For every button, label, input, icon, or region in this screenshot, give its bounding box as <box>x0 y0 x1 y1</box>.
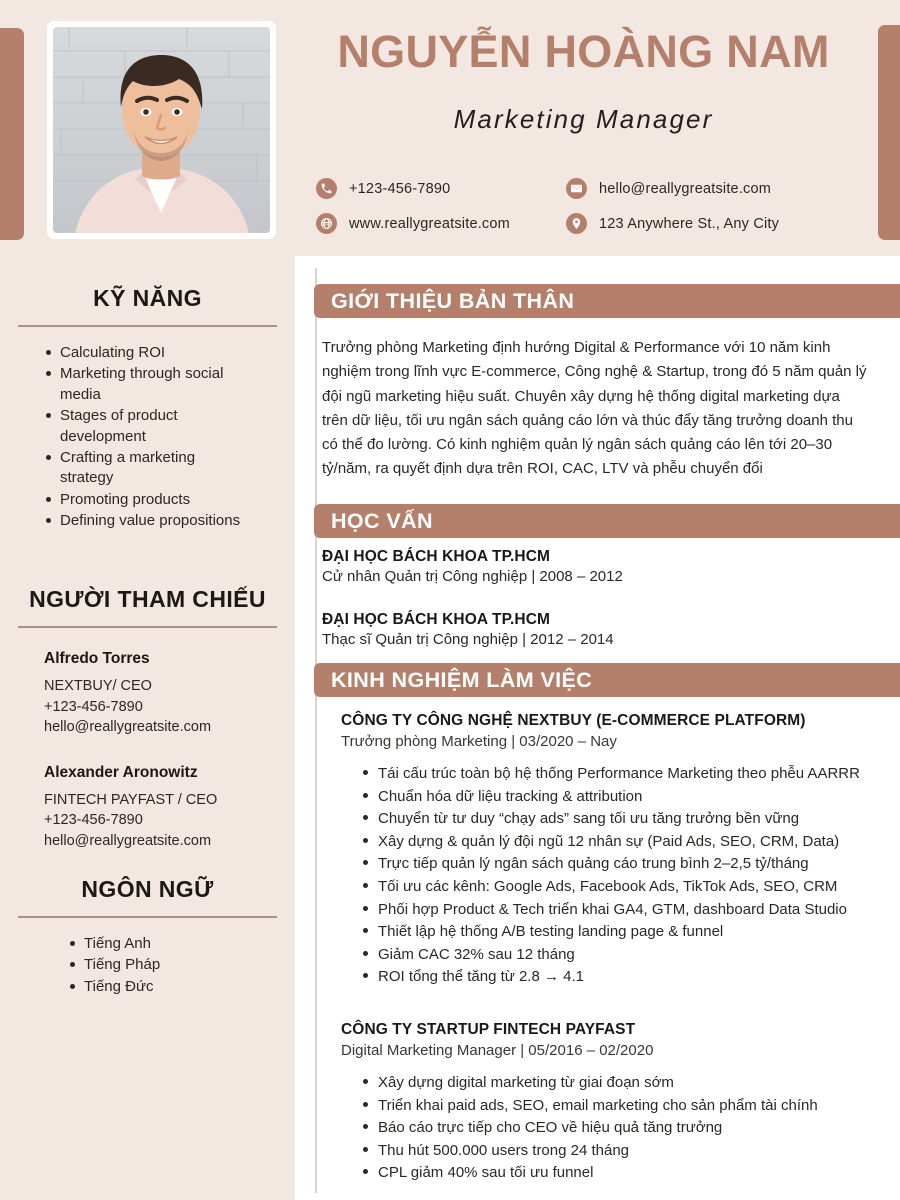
list-item: Phối hợp Product & Tech triển khai GA4, GTM, dashboard Data Studio <box>363 899 871 921</box>
list-item: Stages of product development <box>46 406 251 447</box>
education-school: ĐẠI HỌC BÁCH KHOA TP.HCM <box>322 611 551 628</box>
list-item: Tối ưu các kênh: Google Ads, Facebook Ads, TikTok Ads, SEO, CRM <box>363 876 871 898</box>
education-item <box>322 548 867 585</box>
references-heading: NGƯỜI THAM CHIẾU <box>29 586 266 612</box>
globe-icon <box>316 213 337 234</box>
education-heading: HỌC VẤN <box>331 508 433 533</box>
reference-email: hello@reallygreatsite.com <box>44 832 212 849</box>
contact-list <box>316 178 856 234</box>
sidebar-section-skills <box>0 285 295 533</box>
section-header-education <box>314 504 900 538</box>
reference-phone: +123-456-7890 <box>44 812 143 829</box>
reference-company: NEXTBUY/ CEO <box>44 678 152 694</box>
list-item: Promoting products <box>46 490 251 510</box>
list-item: Calculating ROI <box>46 343 251 363</box>
list-item: Trực tiếp quản lý ngân sách quảng cáo trung bình 2–2,5 tỷ/tháng <box>363 853 871 875</box>
page-title: NGUYỄN HOÀNG NAM <box>337 26 830 77</box>
job-bullet-list <box>363 1072 871 1184</box>
contact-website-text: www.reallygreatsite.com <box>349 215 510 232</box>
experience-item <box>341 712 871 989</box>
list-item: Tiếng Đức <box>70 977 275 997</box>
job-role: Trưởng phòng Marketing | 03/2020 – Nay <box>341 733 617 750</box>
skills-heading: KỸ NĂNG <box>93 285 202 311</box>
list-item: Tiếng Pháp <box>70 955 275 975</box>
list-item: Defining value propositions <box>46 511 251 531</box>
languages-list <box>70 934 295 997</box>
reference-item <box>44 650 295 738</box>
contact-email-text: hello@reallygreatsite.com <box>599 180 772 197</box>
contact-website[interactable] <box>316 213 566 234</box>
job-company: CÔNG TY CÔNG NGHỆ NEXTBUY (E-COMMERCE PLATFORM) <box>341 712 806 729</box>
list-item: Chuẩn hóa dữ liệu tracking & attribution <box>363 786 871 808</box>
location-icon <box>566 213 587 234</box>
contact-address[interactable] <box>566 213 856 234</box>
email-icon <box>566 178 587 199</box>
education-school: ĐẠI HỌC BÁCH KHOA TP.HCM <box>322 548 551 565</box>
vertical-divider <box>315 268 317 1193</box>
reference-name: Alfredo Torres <box>44 650 150 667</box>
contact-phone-text: +123-456-7890 <box>349 180 451 197</box>
contact-phone[interactable] <box>316 178 566 199</box>
sidebar-section-languages <box>0 876 295 998</box>
list-item: Giảm CAC 32% sau 12 tháng <box>363 944 871 966</box>
contact-email[interactable] <box>566 178 856 199</box>
languages-heading: NGÔN NGỮ <box>81 876 214 902</box>
skills-divider <box>18 325 277 327</box>
accent-bar-right <box>878 25 900 240</box>
list-item: Crafting a marketing strategy <box>46 448 251 489</box>
list-item: Thu hút 500.000 users trong 24 tháng <box>363 1140 871 1162</box>
reference-company: FINTECH PAYFAST / CEO <box>44 791 218 808</box>
list-item: Xây dựng digital marketing từ giai đoạn sớm <box>363 1072 871 1094</box>
sidebar-section-references <box>0 586 295 851</box>
experience-heading: KINH NGHIỆM LÀM VIỆC <box>331 667 593 692</box>
profile-photo-frame <box>47 21 276 239</box>
references-divider <box>18 626 277 628</box>
list-item: Chuyển từ tư duy “chạy ads” sang tối ưu tăng trưởng bền vững <box>363 808 871 830</box>
reference-item <box>44 764 295 852</box>
list-item: Xây dựng & quản lý đội ngũ 12 nhân sự (Paid Ads, SEO, CRM, Data) <box>363 831 871 853</box>
section-header-experience <box>314 663 900 697</box>
job-role: Digital Marketing Manager | 05/2016 – 02/2020 <box>341 1042 654 1059</box>
contact-address-text: 123 Anywhere St., Any City <box>599 215 780 232</box>
education-detail: Thạc sĩ Quản trị Công nghiệp | 2012 – 2014 <box>322 631 614 648</box>
job-bullet-list <box>363 763 871 988</box>
languages-divider <box>18 916 277 918</box>
reference-name: Alexander Aronowitz <box>44 763 198 781</box>
education-detail: Cử nhân Quản trị Công nghiệp | 2008 – 2012 <box>322 568 623 585</box>
job-company: CÔNG TY STARTUP FINTECH PAYFAST <box>341 1021 636 1038</box>
profile-photo <box>53 27 270 233</box>
list-item: Tiếng Anh <box>70 934 275 954</box>
experience-item <box>341 1021 871 1185</box>
reference-phone: +123-456-7890 <box>44 698 143 715</box>
summary-text: Trưởng phòng Marketing định hướng Digital & Performance với 10 năm kinh nghiệm trong lĩnh vực E-commerce, Công nghệ & Startup, trong đó 5 năm quản lý đội ngũ marketing hiệu suất. Chuyên xây dựng hệ thống digital marketing dựa trên dữ liệu, tối ưu ngân sách quảng cáo lớn và thúc đẩy tăng trưởng doanh thu có thể đo lường. Có kinh nghiệm quản lý ngân sách quảng cáo lên tới 20–30 tỷ/năm, ra quyết định dựa trên ROI, CAC, LTV và phễu chuyển đổi <box>322 339 867 478</box>
skills-list <box>46 343 295 532</box>
list-item: Báo cáo trực tiếp cho CEO về hiệu quả tăng trưởng <box>363 1117 871 1139</box>
reference-email: hello@reallygreatsite.com <box>44 719 212 736</box>
list-item: Tái cấu trúc toàn bộ hệ thống Performance Marketing theo phễu AARRR <box>363 763 871 785</box>
list-item: CPL giảm 40% sau tối ưu funnel <box>363 1162 871 1184</box>
phone-icon <box>316 178 337 199</box>
list-item: Triển khai paid ads, SEO, email marketing cho sản phẩm tài chính <box>363 1095 871 1117</box>
section-header-summary <box>314 284 900 318</box>
list-item: Thiết lập hệ thống A/B testing landing page & funnel <box>363 921 871 943</box>
job-title: Marketing Manager <box>453 104 714 134</box>
portrait-illustration <box>53 27 270 233</box>
education-item <box>322 611 867 648</box>
accent-bar-left <box>0 28 24 240</box>
list-item: ROI tổng thể tăng từ 2.8 → 4.1 <box>363 966 871 988</box>
summary-heading: GIỚI THIỆU BẢN THÂN <box>331 288 575 313</box>
list-item: Marketing through social media <box>46 364 251 405</box>
